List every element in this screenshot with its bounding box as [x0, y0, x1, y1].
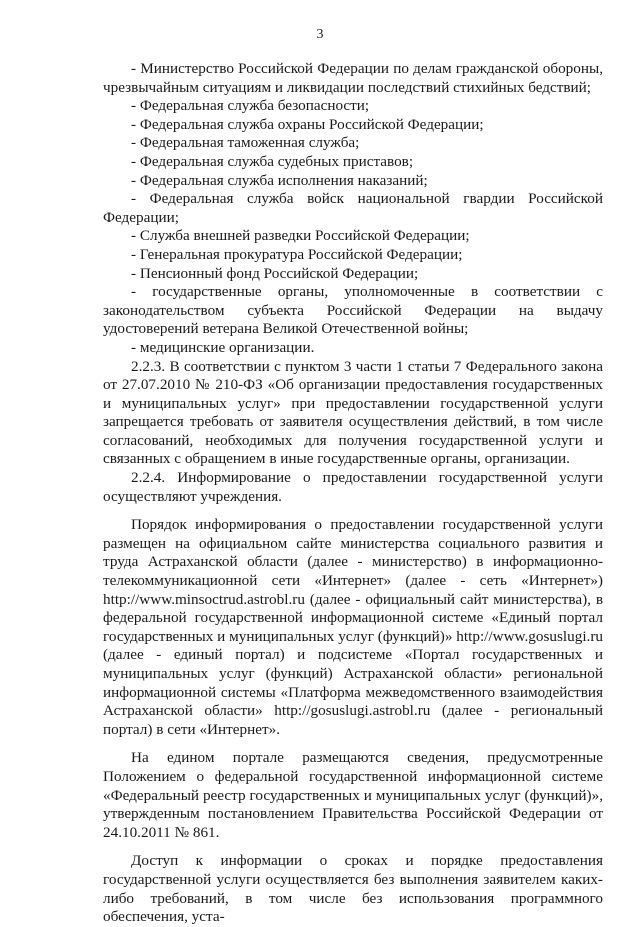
list-item: - Федеральная служба исполнения наказаний;: [131, 171, 428, 189]
list-item: - Федеральная таможенная служба;: [131, 134, 360, 152]
paragraph-unified-portal: На едином портале размещаются сведения, предусмотренные Положением о федеральной государственной информационной системе «Федеральный реестр государственных и муниципальных услуг (функций)», утвержденным постановлением Правительства Российской Федерации от 24.10.2011 № 861.: [103, 749, 603, 841]
list-item: - Федеральная служба судебных приставов;: [131, 152, 414, 170]
authorities-list: [103, 60, 603, 358]
list-item: - государственные органы, уполномоченные в соответствии с законодательством субъекта Российской Федерации на выдачу удостоверений ветерана Великой Отечественной войны;: [103, 283, 603, 338]
paragraph-2-2-4: 2.2.4. Информирование о предоставлении государственной услуги осуществляют учреждения.: [103, 469, 603, 505]
list-item: - Пенсионный фонд Российской Федерации;: [131, 264, 419, 282]
list-item: - Федеральная служба войск национальной гвардии Российской Федерации;: [103, 190, 603, 226]
list-item: - Федеральная служба охраны Российской Федерации;: [131, 115, 484, 133]
list-item: - Генеральная прокуратура Российской Федерации;: [131, 245, 463, 263]
list-item: - медицинские организации.: [131, 338, 315, 356]
document-body: [103, 60, 603, 927]
list-item: - Служба внешней разведки Российской Федерации;: [131, 227, 470, 245]
page-number: 3: [316, 27, 324, 42]
paragraph-access-info: Доступ к информации о сроках и порядке предоставления государственной услуги осуществляется без выполнения заявителем каких-либо требований, в том числе без использования программного обеспечения, уста-: [103, 852, 603, 926]
paragraph-2-2-3: 2.2.3. В соответствии с пунктом 3 части 1 статьи 7 Федерального закона от 27.07.2010 № 210-ФЗ «Об организации предоставления государственных и муниципальных услуг» при предоставлении государственной услуги запрещается требовать от заявителя осуществления действий, в том числе согласований, необходимых для получения государственной услуги и связанных с обращением в иные государственные органы, организации.: [103, 357, 603, 468]
list-item: - Министерство Российской Федерации по делам гражданской обороны, чрезвычайным ситуациям и ликвидации последствий стихийных бедствий;: [103, 60, 603, 96]
list-item: - Федеральная служба безопасности;: [131, 97, 370, 115]
paragraph-informing-procedure: Порядок информирования о предоставлении государственной услуги размещен на официальном сайте министерства социального развития и труда Астраханской области (далее - министерство) в информационно-телекоммуникационной сети «Интернет» (далее - сеть «Интернет») http://www.minsoctrud.astrobl.ru (далее - официальный сайт министерства), в федеральной государственной информационной системе «Единый портал государственных и муниципальных услуг (функций)» http://www.gosuslugi.ru (далее - единый портал) и подсистеме «Портал государственных и муниципальных услуг (функций) Астраханской области» региональной информационной системы «Платформа межведомственного взаимодействия Астраханской области» http://gosuslugi.astrobl.ru (далее - региональный портал) в сети «Интернет».: [103, 516, 603, 738]
